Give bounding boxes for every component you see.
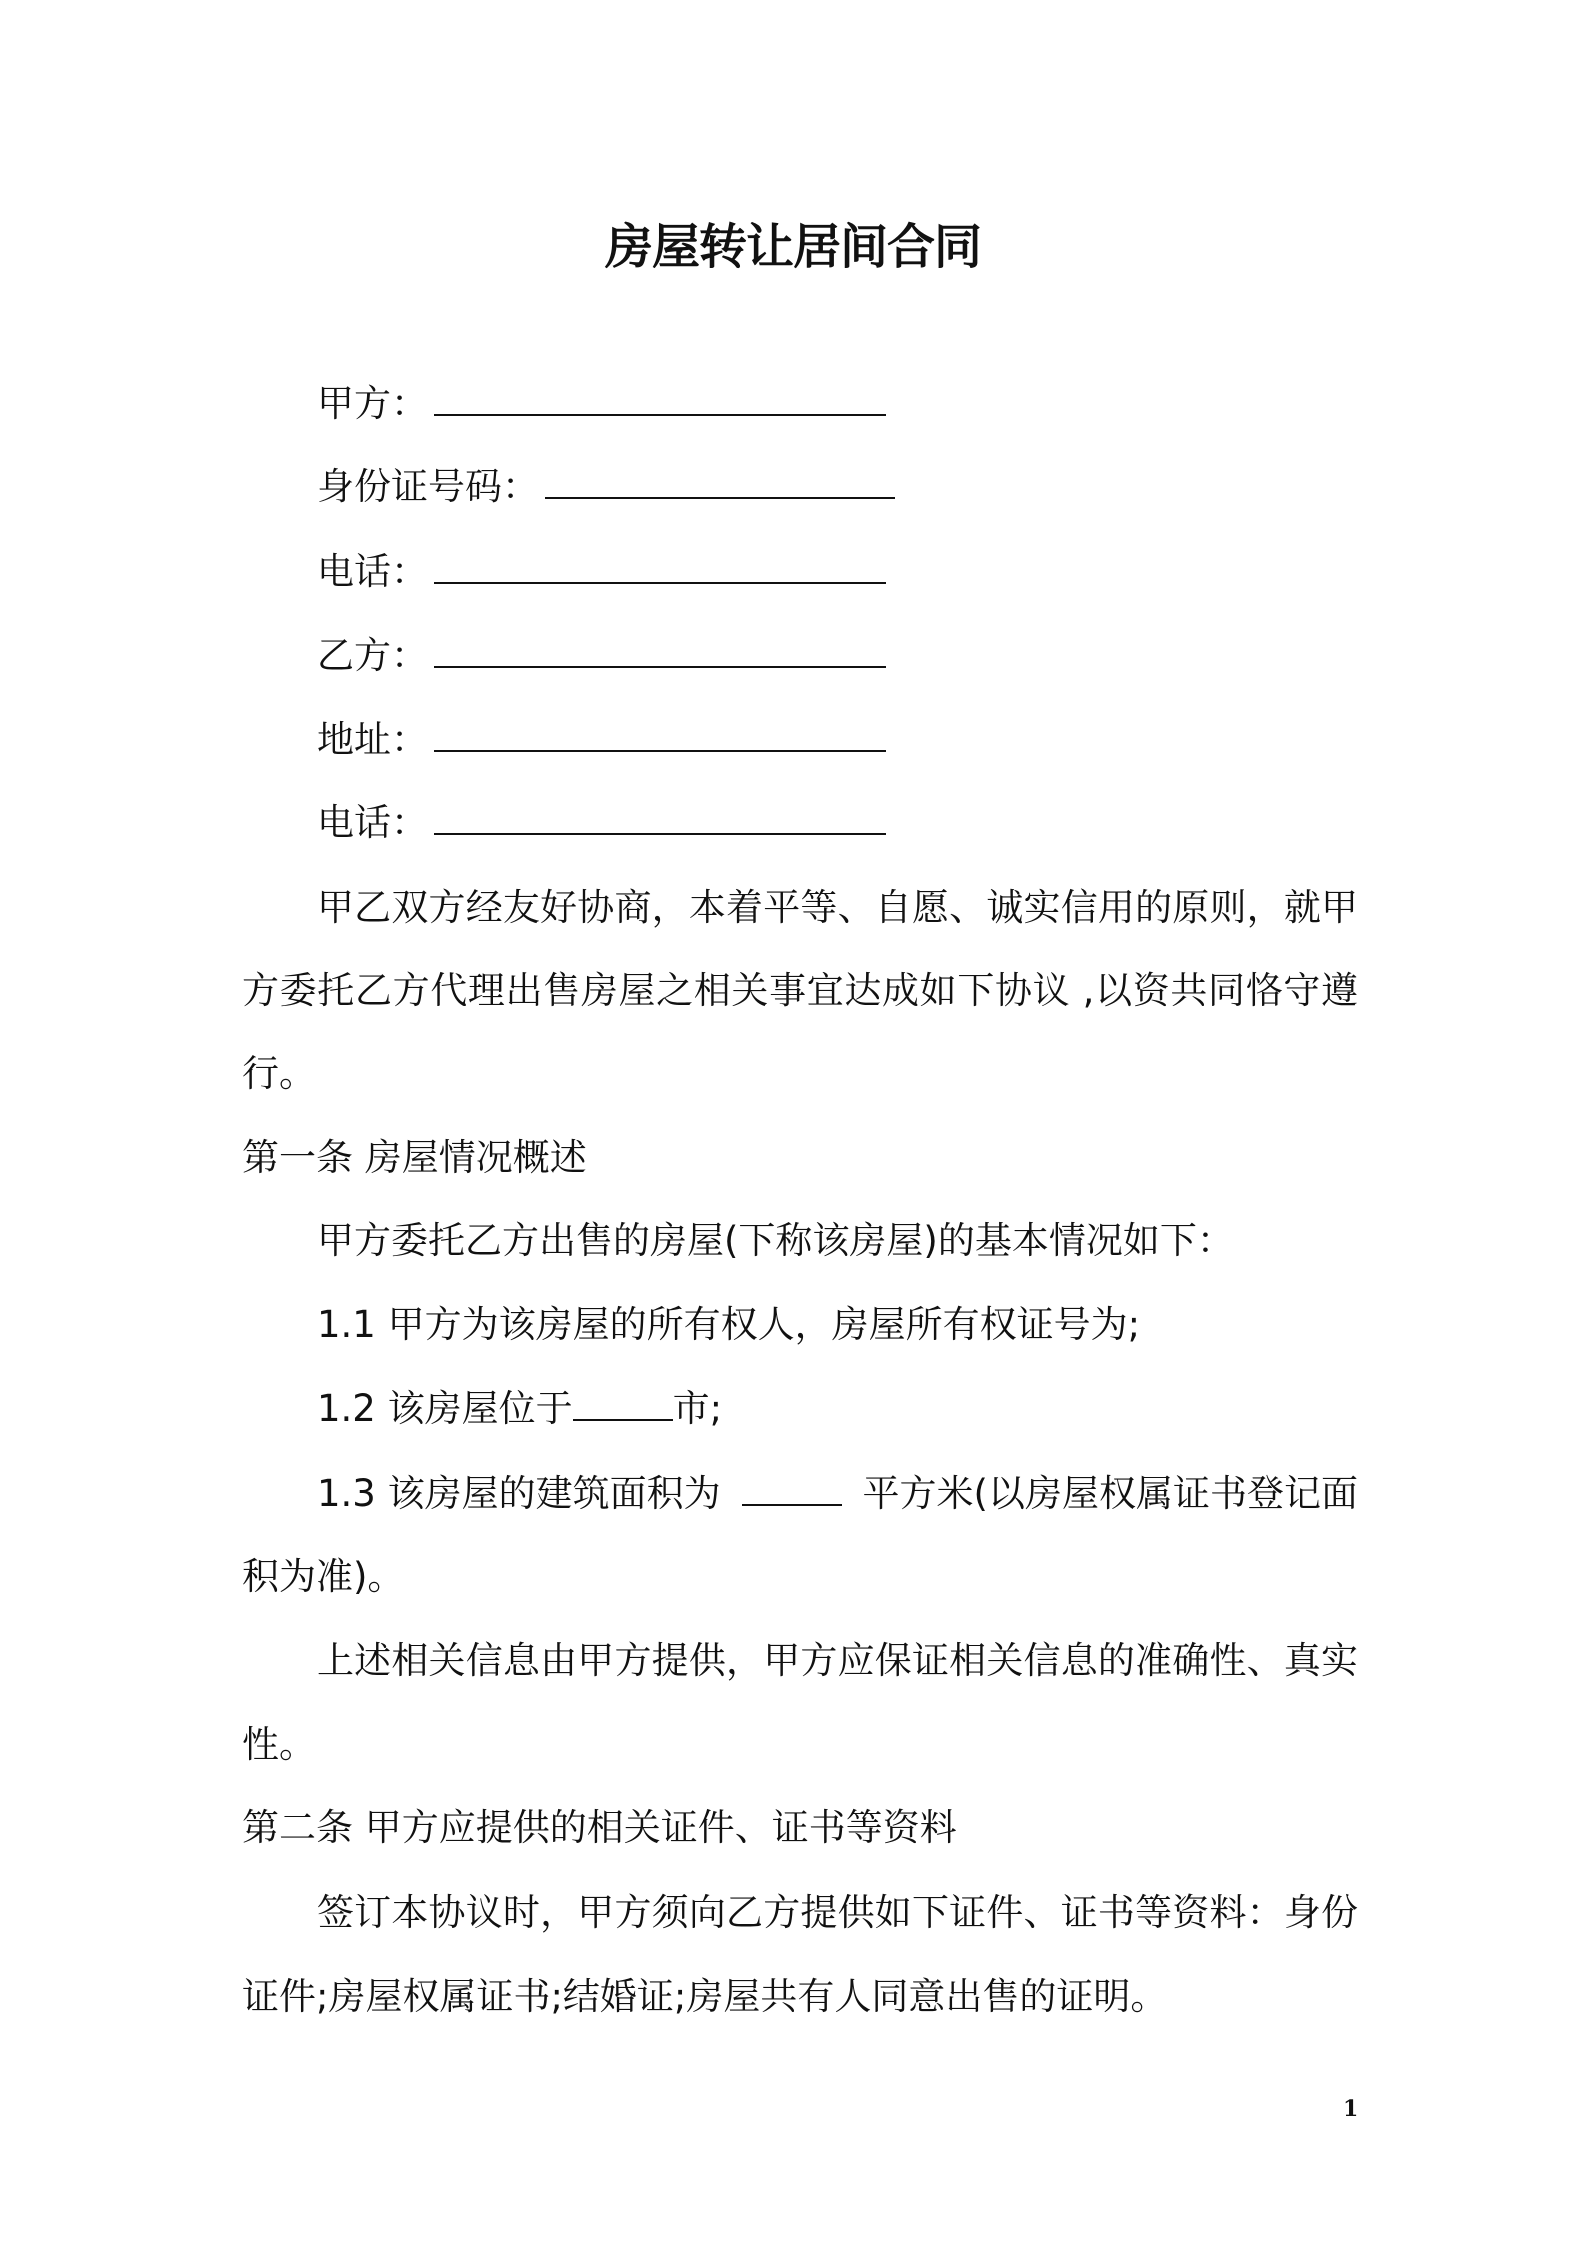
blank-line (434, 781, 886, 835)
field-address: 地址： (317, 698, 886, 782)
field-id-number: 身份证号码： (317, 445, 895, 529)
field-party-a: 甲方： (317, 362, 886, 446)
article-2-body: 签订本协议时，甲方须向乙方提供如下证件、证书等资料：身份 (317, 1891, 1358, 1934)
field-phone-a: 电话： (317, 530, 886, 614)
article-2-body: 证件;房屋权属证书;结婚证;房屋共有人同意出售的证明。 (242, 1975, 1168, 2018)
article-1-note: 上述相关信息由甲方提供，甲方应保证相关信息的准确性、真实 (317, 1639, 1358, 1682)
document-title: 房屋转让居间合同 (604, 219, 981, 275)
article-1-item-2: 1.2 该房屋位于 市; (317, 1367, 722, 1451)
preamble-line: 甲乙双方经友好协商，本着平等、自愿、诚实信用的原则，就甲 (317, 886, 1358, 929)
article-2-heading: 第二条 甲方应提供的相关证件、证书等资料 (242, 1806, 957, 1849)
article-1-heading: 第一条 房屋情况概述 (242, 1136, 587, 1179)
blank-line (434, 530, 886, 584)
blank-line (545, 445, 895, 499)
page-number: 1 (1343, 2096, 1359, 2122)
preamble-line: 行。 (242, 1052, 316, 1095)
article-1-item-3-cont: 积为准)。 (242, 1555, 405, 1598)
blank-line (434, 698, 886, 752)
blank-line (434, 362, 886, 416)
article-1-item-3: 1.3 该房屋的建筑面积为 平方米(以房屋权属证书登记面 (317, 1452, 1358, 1536)
field-phone-b: 电话： (317, 781, 886, 865)
article-1-item-1: 1.1 甲方为该房屋的所有权人，房屋所有权证号为; (317, 1303, 1141, 1346)
article-1-note: 性。 (242, 1723, 316, 1766)
blank-line (434, 614, 886, 668)
field-party-b: 乙方： (317, 614, 886, 698)
article-1-intro: 甲方委托乙方出售的房屋(下称该房屋)的基本情况如下： (317, 1219, 1234, 1262)
blank-line (573, 1367, 673, 1421)
blank-line (742, 1452, 842, 1506)
preamble-line: 方委托乙方代理出售房屋之相关事宜达成如下协议 ,以资共同恪守遵 (242, 969, 1358, 1012)
